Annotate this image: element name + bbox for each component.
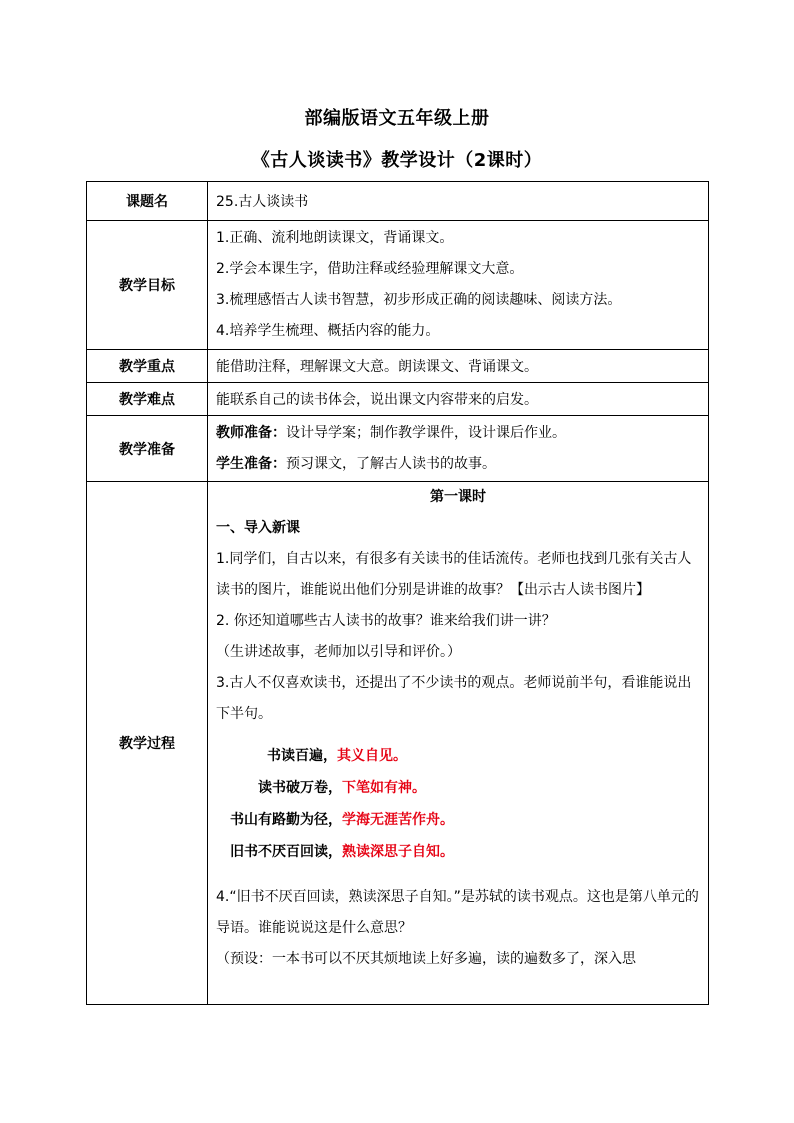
topic-label: 课题名: [87, 182, 208, 221]
poem-second-half: 其义自见。: [337, 748, 407, 764]
table-row: [87, 482, 709, 1005]
poem-second-half: 下笔如有神。: [342, 780, 426, 796]
poem-second-half: 熟读深思子自知。: [342, 844, 454, 860]
goal-item: 4.培养学生梳理、概括内容的能力。: [216, 323, 440, 339]
paragraph: （预设：一本书可以不厌其烦地读上好多遍，读的遍数多了，深入思: [216, 951, 636, 967]
poem-line: [216, 804, 700, 836]
document-subtitle: 《古人谈读书》教学设计（2课时）: [251, 150, 543, 171]
teacher-prep-label: 教师准备：: [216, 424, 286, 441]
poem-first-half: 书山有路勤为径，: [230, 812, 342, 828]
section-heading: 一、导入新课: [216, 520, 300, 536]
poem-line: [216, 836, 700, 868]
table-row: [87, 416, 709, 482]
goals-label: 教学目标: [87, 221, 208, 350]
paragraph: 4.“旧书不厌百回读，熟读深思子自知。”是苏轼的读书观点。这也是第八单元的导语。谁能说说这是什么意思？: [216, 889, 699, 936]
preparation-cell: [208, 416, 709, 482]
key-points-label: 教学重点: [87, 350, 208, 383]
poem-line: [216, 740, 700, 772]
lesson-title: 第一课时: [430, 489, 486, 505]
poem-line: [216, 772, 700, 804]
table-row: [87, 350, 709, 383]
teacher-prep-text: 设计导学案；制作教学课件，设计课后作业。: [286, 424, 566, 441]
process-label: 教学过程: [87, 482, 208, 1005]
paragraph: 1.同学们，自古以来，有很多有关读书的佳话流传。老师也找到几张有关古人读书的图片，谁能说出他们分别是讲谁的故事？【出示古人读书图片】: [216, 551, 692, 598]
paragraph-note: （生讲述故事，老师加以引导和评价。）: [216, 644, 461, 660]
document-title: 部编版语文五年级上册: [304, 108, 490, 129]
student-prep-text: 预习课文，了解古人读书的故事。: [286, 455, 496, 472]
poem-list: [216, 740, 700, 868]
table-row: [87, 182, 709, 221]
table-row: [87, 221, 709, 350]
key-points-value: 能借助注释，理解课文大意。朗读课文、背诵课文。: [208, 350, 709, 383]
paragraph: 3.古人不仅喜欢读书，还提出了不少读书的观点。老师说前半句，看谁能说出下半句。: [216, 675, 692, 722]
poem-first-half: 读书破万卷，: [258, 780, 342, 796]
student-preparation: [216, 449, 700, 480]
topic-value: 25.古人谈读书: [208, 182, 709, 221]
difficulties-value: 能联系自己的读书体会，说出课文内容带来的启发。: [208, 383, 709, 416]
goal-item: 2.学会本课生字，借助注释或经验理解课文大意。: [216, 261, 524, 277]
student-prep-label: 学生准备：: [216, 455, 286, 472]
preparation-label: 教学准备: [87, 416, 208, 482]
goals-cell: [208, 221, 709, 350]
poem-first-half: 书读百遍，: [267, 748, 337, 764]
poem-second-half: 学海无涯苦作舟。: [342, 812, 454, 828]
goal-item: 1.正确、流利地朗读课文，背诵课文。: [216, 230, 454, 246]
paragraph: 2. 你还知道哪些古人读书的故事？谁来给我们讲一讲？: [216, 613, 556, 629]
difficulties-label: 教学难点: [87, 383, 208, 416]
goal-item: 3.梳理感悟古人读书智慧，初步形成正确的阅读趣味、阅读方法。: [216, 292, 622, 308]
lesson-plan-table: [86, 181, 709, 1005]
poem-first-half: 旧书不厌百回读，: [230, 844, 342, 860]
table-row: [87, 383, 709, 416]
teacher-preparation: [216, 418, 700, 449]
process-cell: [208, 482, 709, 1005]
